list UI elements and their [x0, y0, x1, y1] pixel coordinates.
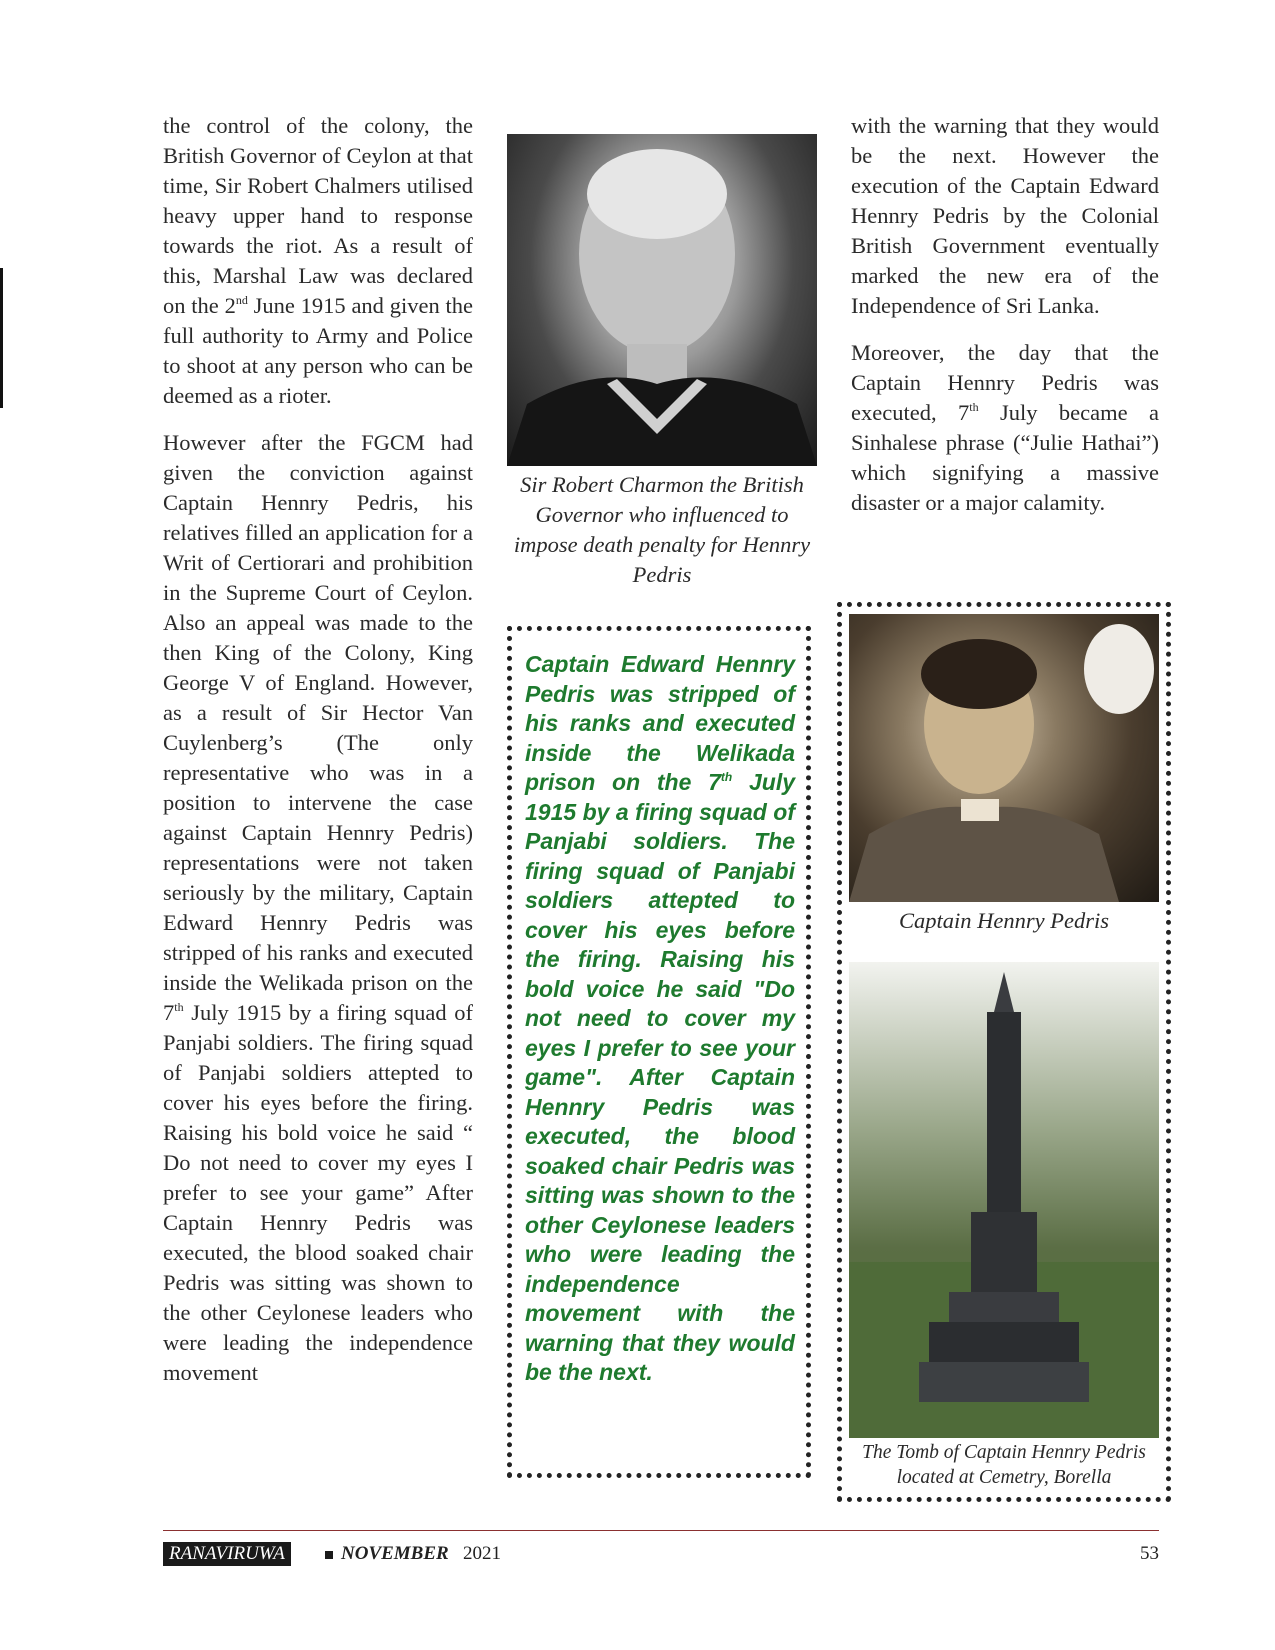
- issue-year: 2021: [463, 1543, 501, 1564]
- governor-caption: Sir Robert Charmon the British Governor who influenced to impose death penalty for Hennry Pedris: [513, 472, 811, 587]
- paragraph: Moreover, the day that the Captain Hennry Pedris was executed, 7th July became a Sinhalese phrase (“Julie Hathai”) which signifying a massive disaster or a major calamity.: [851, 340, 1159, 515]
- paragraph: with the warning that they would be the next. However the execution of the Captain Edward Hennry Pedris by the Colonial British Government eventually marked the new era of the Independence of Sri Lanka.: [851, 113, 1159, 318]
- pull-quote-text: Captain Edward Hennry Pedris was stripped of his ranks and executed inside the Welikada prison on the 7th July 1915 by a firing squad of Panjabi soldiers. The firing squad of Panjabi soldiers attepted to cover his eyes before the firing. Raising his bold voice he said "Do not need to cover my eyes I prefer to see your game". After Captain Hennry Pedris was executed, the blood soaked chair Pedris was sitting was shown to the other Ceylonese leaders who were leading the independence movement with the warning that they would be the next.: [525, 651, 795, 1385]
- tomb-photo: [849, 962, 1159, 1438]
- governor-portrait-photo: [507, 134, 817, 466]
- page-number: 53: [1140, 1543, 1159, 1564]
- footer-divider: [163, 1530, 1159, 1531]
- magazine-brand: RANAVIRUWA: [163, 1542, 291, 1566]
- tomb-caption: The Tomb of Captain Hennry Pedris located at Cemetry, Borella: [862, 1442, 1146, 1488]
- paragraph: the control of the colony, the British Governor of Ceylon at that time, Sir Robert Chalmers utilised heavy upper hand to response towards the riot. As a result of this, Marshal Law was declared on the 2nd June 1915 and given the full authority to Army and Police to shoot at any person who can be deemed as a rioter.: [163, 113, 473, 408]
- square-bullet-icon: [325, 1551, 333, 1559]
- page-footer: [163, 1542, 1159, 1568]
- paragraph: However after the FGCM had given the conviction against Captain Hennry Pedris, his relatives filled an application for a Writ of Certiorari and prohibition in the Supreme Court of Ceylon. Also an appeal was made to the then King of the Colony, King George V of England. However, as a result of Sir Hector Van Cuylenberg’s (The only representative who was in a position to intervene the case against Captain Hennry Pedris) representations were not taken seriously by the military, Captain Edward Hennry Pedris was stripped of his ranks and executed inside the Welikada prison on the 7th July 1915 by a firing squad of Panjabi soldiers. The firing squad of Panjabi soldiers attepted to cover his eyes before the firing. Raising his bold voice he said “ Do not need to cover my eyes I prefer to see your game” After Captain Hennry Pedris was executed, the blood soaked chair Pedris was sitting was shown to the other Ceylonese leaders who were leading the independence movement: [163, 430, 473, 1385]
- pedris-caption: Captain Hennry Pedris: [899, 908, 1109, 933]
- issue-month: NOVEMBER: [341, 1543, 449, 1564]
- margin-marker: [0, 268, 3, 408]
- article-column-left: [163, 111, 473, 1405]
- pedris-portrait-photo: [849, 614, 1159, 902]
- article-column-right: [851, 111, 1159, 535]
